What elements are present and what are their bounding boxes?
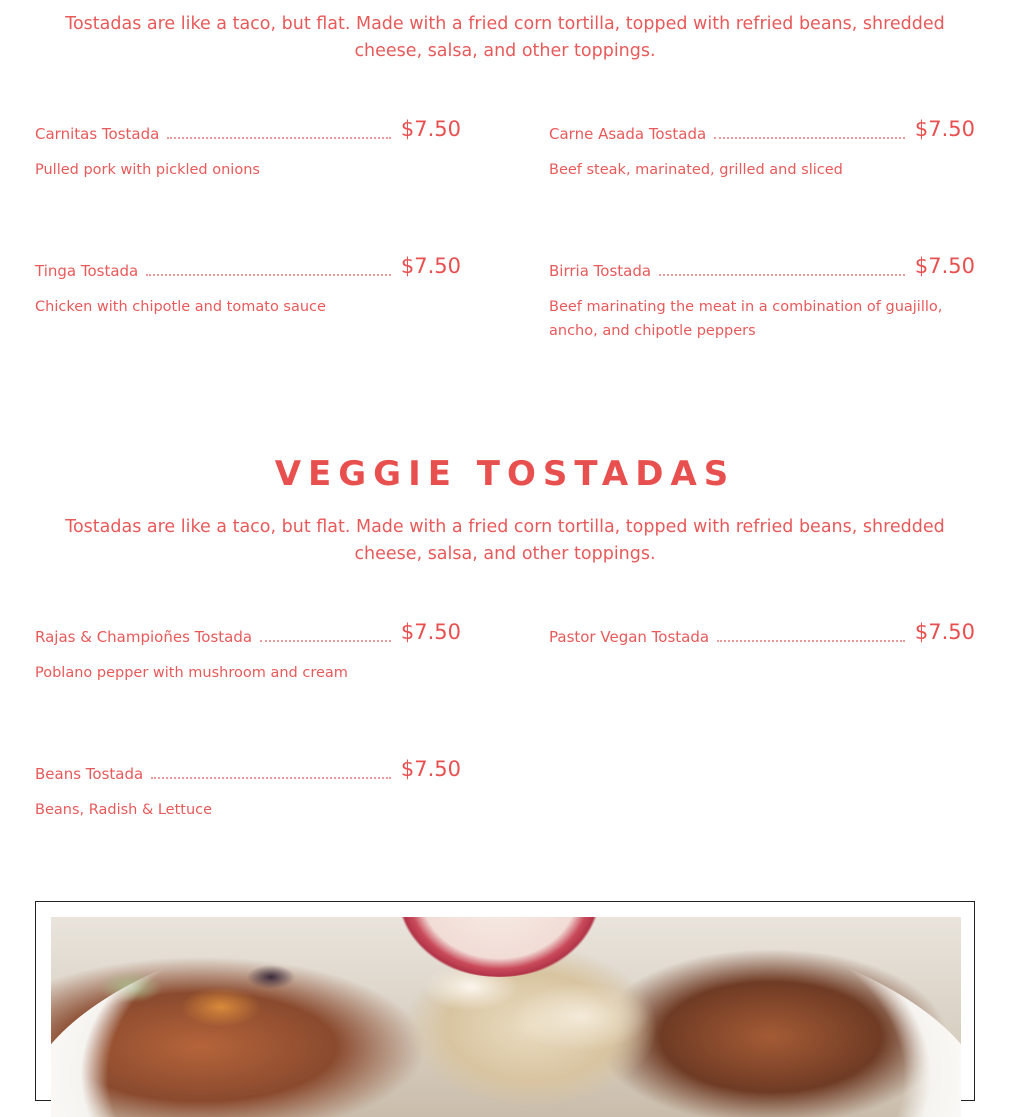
- menu-item-name: Birria Tostada: [549, 261, 655, 281]
- menu-item-name: Carnitas Tostada: [35, 124, 163, 144]
- photo-frame: [35, 901, 975, 1101]
- intro-text: Tostadas are like a taco, but flat. Made with a fried corn tortilla, topped with refried beans, shredded cheese, salsa, and other toppings.: [65, 517, 945, 564]
- menu-item-header: [549, 249, 975, 281]
- menu-item-rajas: [35, 615, 461, 685]
- food-photo: [51, 917, 961, 1117]
- menu-item-description: Poblano pepper with mushroom and cream: [35, 665, 348, 681]
- menu-item-pastor-vegan: [549, 615, 975, 661]
- section-title-veggie: VEGGIE TOSTADAS: [274, 454, 736, 494]
- dotted-leader: [151, 777, 391, 779]
- menu-item-price: $7.50: [397, 619, 461, 645]
- menu-item-header: [549, 112, 975, 144]
- menu-item-name: Beans Tostada: [35, 764, 147, 784]
- menu-item-name: Tinga Tostada: [35, 261, 142, 281]
- menu-item-description: Pulled pork with pickled onions: [35, 162, 260, 178]
- menu-item-description: Chicken with chipotle and tomato sauce: [35, 299, 326, 315]
- menu-item-name: Rajas & Champioñes Tostada: [35, 627, 256, 647]
- menu-item-price: $7.50: [397, 756, 461, 782]
- menu-item-header: [549, 615, 975, 647]
- menu-item-header: [35, 249, 461, 281]
- menu-item-name: Pastor Vegan Tostada: [549, 627, 713, 647]
- menu-item-header: [35, 752, 461, 784]
- menu-item-carne-asada: [549, 112, 975, 182]
- menu-item-birria: [549, 249, 975, 343]
- dotted-leader: [717, 640, 905, 642]
- menu-item-price: $7.50: [911, 253, 975, 279]
- dotted-leader: [146, 274, 391, 276]
- menu-item-description: Beef marinating the meat in a combination of guajillo, ancho, and chipotle peppers: [549, 299, 943, 339]
- menu-item-description: Beans, Radish & Lettuce: [35, 802, 213, 818]
- dotted-leader: [167, 137, 391, 139]
- menu-item-header: [35, 615, 461, 647]
- menu-item-price: $7.50: [397, 116, 461, 142]
- menu-item-price: $7.50: [911, 116, 975, 142]
- dotted-leader: [260, 640, 391, 642]
- menu-item-price: $7.50: [397, 253, 461, 279]
- menu-item-beans: [35, 752, 461, 822]
- menu-item-carnitas: [35, 112, 461, 182]
- dotted-leader: [659, 274, 905, 276]
- menu-item-name: Carne Asada Tostada: [549, 124, 710, 144]
- intro-text: Tostadas are like a taco, but flat. Made with a fried corn tortilla, topped with refried beans, shredded cheese, salsa, and other toppings.: [65, 14, 945, 61]
- menu-item-price: $7.50: [911, 619, 975, 645]
- menu-item-tinga: [35, 249, 461, 319]
- menu-item-header: [35, 112, 461, 144]
- dotted-leader: [714, 137, 905, 139]
- menu-item-description: Beef steak, marinated, grilled and sliced: [549, 162, 843, 178]
